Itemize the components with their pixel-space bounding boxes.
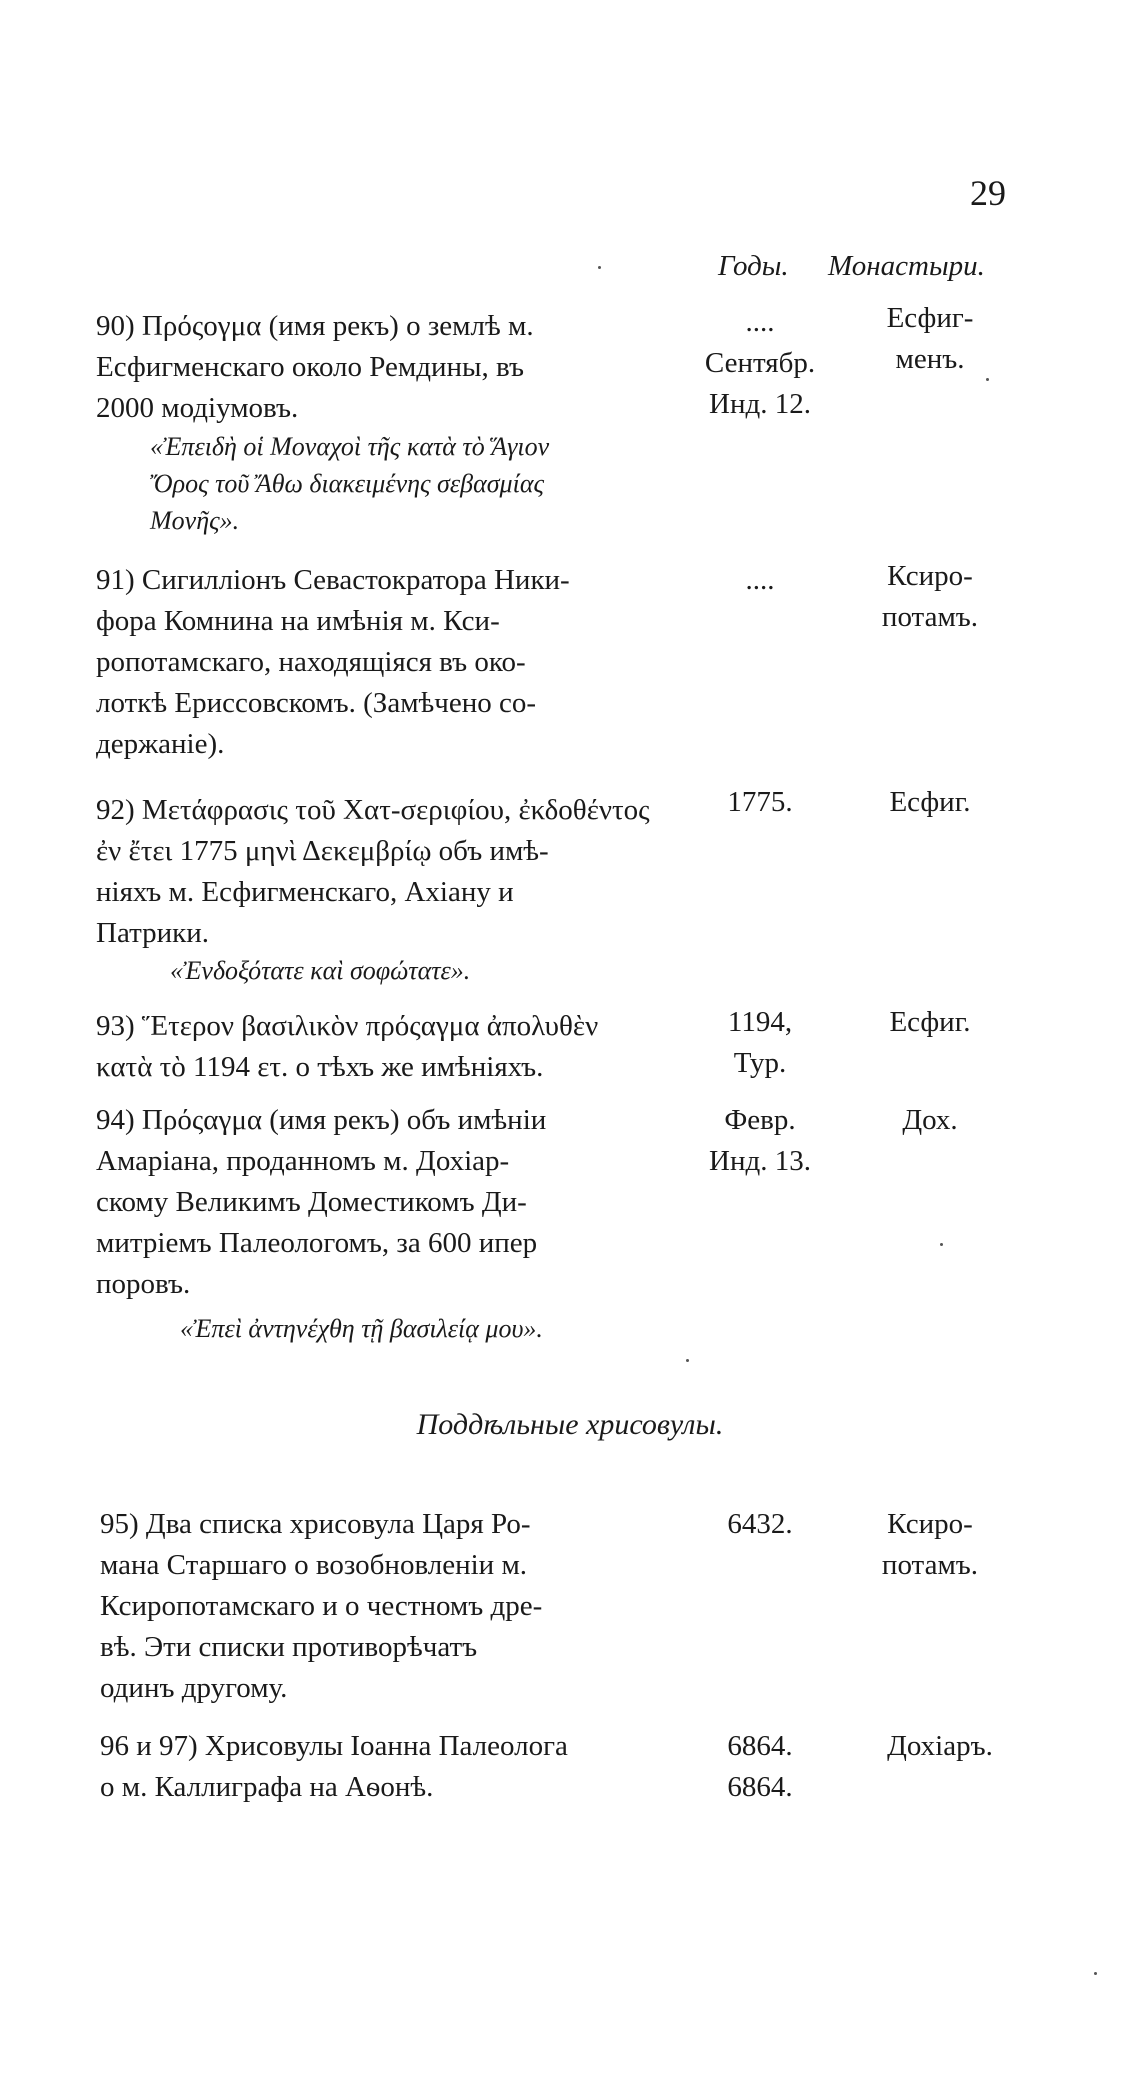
entry-years xyxy=(690,1002,830,1084)
entry-years xyxy=(690,302,830,425)
entry-line: Амаріана, проданномъ м. Дохіар- xyxy=(96,1145,510,1177)
entry-line: ἐν ἔτει 1775 μηνὶ Δεκεμβρίῳ объ имѣ- xyxy=(96,835,549,867)
entry-quote xyxy=(180,1310,543,1347)
entry-line: 2000 модіумовъ. xyxy=(96,392,299,424)
monastery-line: Есфиг- xyxy=(886,302,974,334)
year-line: Тур. xyxy=(733,1047,787,1079)
monastery-line: Есфиг. xyxy=(889,1006,971,1038)
entry-line: 92) Μετάφρασις τοῦ Χατ-σεριφίου, ἐκδοθέντος xyxy=(96,794,650,826)
entry-line: 95) Два списка хрисовула Царя Ро- xyxy=(100,1508,531,1540)
entry-description xyxy=(96,306,671,429)
entry-line: митріемъ Палеологомъ, за 600 ипер xyxy=(96,1227,538,1259)
monastery-line: потамъ. xyxy=(881,1549,979,1581)
entry-line: Патрики. xyxy=(96,917,209,949)
entry-description xyxy=(96,1006,671,1088)
year-line: Инд. 12. xyxy=(709,388,811,420)
print-speck xyxy=(940,1243,943,1246)
monastery-line: Дохіаръ. xyxy=(887,1730,993,1762)
entry-line: мана Старшаго о возобновленіи м. xyxy=(100,1549,528,1581)
print-speck xyxy=(986,378,989,381)
entry-description xyxy=(100,1726,680,1808)
entry-years xyxy=(690,1100,830,1182)
entry-monastery xyxy=(860,298,1000,380)
quote-line: «Ἐνδοξότατε καὶ σοφώτατε». xyxy=(170,956,471,985)
quote-line: Μονῆς». xyxy=(150,506,240,535)
monastery-line: Дох. xyxy=(902,1104,958,1136)
entry-years xyxy=(690,560,830,601)
entry-monastery xyxy=(860,1100,1000,1141)
quote-line: «Ἐπειδὴ οἱ Μοναχοὶ τῆς κατὰ τὸ Ἅγιον xyxy=(150,432,550,461)
entry-line: ніяхъ м. Есфигменскаго, Ахіану и xyxy=(96,876,514,908)
entry-monastery xyxy=(860,782,1000,823)
quote-line: Ὄρος τοῦ Ἄθω διακειμένης σεβασμίας xyxy=(150,469,545,498)
entry-years xyxy=(690,1504,830,1545)
entry-description xyxy=(100,1504,680,1709)
entry-line: 94) Πρόςαγμα (имя рекъ) объ имѣніи xyxy=(96,1104,547,1136)
monastery-line: менъ. xyxy=(895,343,965,375)
entry-line: о м. Каллиграфа на Аѳонѣ. xyxy=(100,1771,434,1803)
quote-line: «Ἐπεὶ ἀντηνέχθη τῇ βασιλείᾳ μου». xyxy=(180,1314,543,1343)
entry-line: 93) Ἕτερον βασιλικὸν πρόςαγμα ἀπολυθὲν xyxy=(96,1010,599,1042)
entry-line: одинъ другому. xyxy=(100,1672,288,1704)
entry-quote xyxy=(150,428,549,539)
entry-years xyxy=(690,1726,830,1808)
entry-monastery xyxy=(860,556,1000,638)
entry-description xyxy=(96,1100,671,1305)
entry-line: держаніе). xyxy=(96,728,225,760)
monastery-line: потамъ. xyxy=(881,601,979,633)
entry-line: 96 и 97) Хрисовулы Іоанна Палеолога xyxy=(100,1730,568,1762)
print-speck xyxy=(1094,1972,1097,1975)
entry-description xyxy=(96,790,671,954)
monastery-line: Ксиро- xyxy=(887,560,973,592)
print-speck xyxy=(598,266,601,269)
entry-line: ропотамскаго, находящіяся въ око- xyxy=(96,646,526,678)
year-line: 6864. xyxy=(727,1730,793,1762)
monastery-line: Ксиро- xyxy=(887,1508,973,1540)
entry-line: фора Комнина на имѣнія м. Кси- xyxy=(96,605,500,637)
year-line: Февр. xyxy=(724,1104,796,1136)
entry-line: Есфигменскаго около Ремдины, въ xyxy=(96,351,524,383)
year-line: 1194, xyxy=(727,1006,793,1038)
entry-monastery xyxy=(860,1726,1020,1767)
year-line: Сентябр. xyxy=(704,347,816,379)
print-speck xyxy=(686,1359,689,1362)
year-line: .... xyxy=(745,564,775,596)
year-line: 6864. xyxy=(727,1771,793,1803)
entry-line: κατὰ τὸ 1194 ετ. о тѣхъ же имѣніяхъ. xyxy=(96,1051,544,1083)
entry-years xyxy=(690,782,830,823)
column-header-years: Годы. xyxy=(718,250,789,282)
section-title: Поддѣльные хрисовулы. xyxy=(416,1408,724,1441)
entry-line: лоткѣ Ериссовскомъ. (Замѣчено со- xyxy=(96,687,537,719)
year-line: 1775. xyxy=(727,786,793,818)
monastery-line: Есфиг. xyxy=(889,786,971,818)
entry-line: вѣ. Эти списки противорѣчатъ xyxy=(100,1631,478,1663)
entry-line: поровъ. xyxy=(96,1268,191,1300)
entry-line: 91) Сигилліонъ Севастократора Ники- xyxy=(96,564,570,596)
column-header-monasteries: Монастыри. xyxy=(828,250,985,282)
year-line: .... xyxy=(745,306,775,338)
entry-monastery xyxy=(860,1002,1000,1043)
page-number: 29 xyxy=(970,173,1006,213)
entry-line: скому Великимъ Доместикомъ Ди- xyxy=(96,1186,527,1218)
entry-monastery xyxy=(860,1504,1000,1586)
year-line: Инд. 13. xyxy=(709,1145,811,1177)
entry-line: Ксиропотамскаго и о честномъ дре- xyxy=(100,1590,543,1622)
entry-description xyxy=(96,560,671,765)
entry-line: 90) Πρόςογμα (имя рекъ) о землѣ м. xyxy=(96,310,534,342)
entry-quote xyxy=(170,952,470,989)
year-line: 6432. xyxy=(727,1508,793,1540)
